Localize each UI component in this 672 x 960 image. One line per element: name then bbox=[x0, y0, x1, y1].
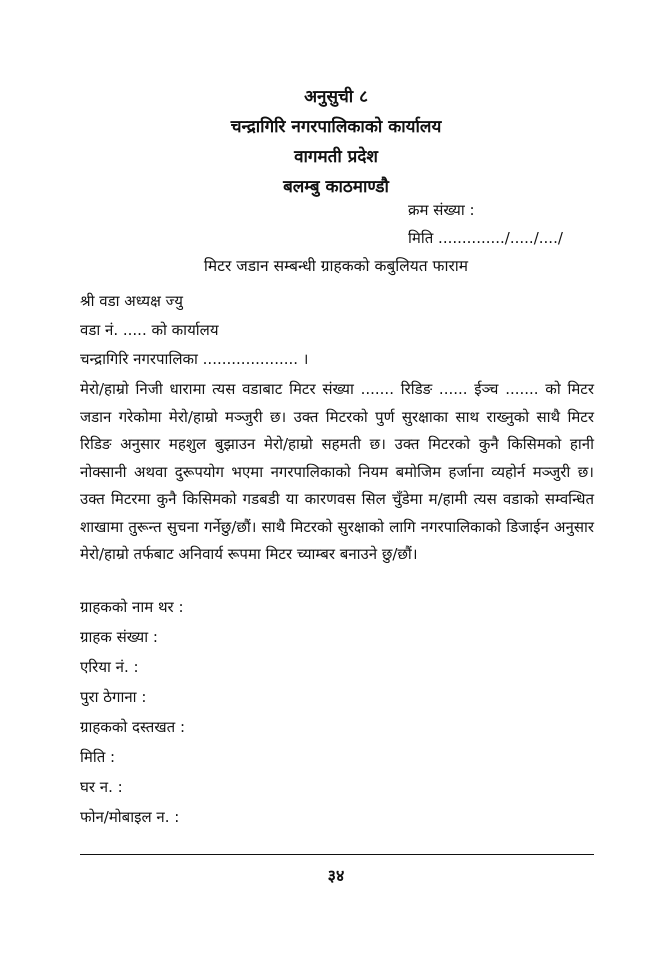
province-heading: वागमती प्रदेश bbox=[294, 147, 378, 167]
schedule-heading: अनुसुची ८ bbox=[304, 87, 368, 107]
address-line-2: वडा नं. ..... को कार्यालय bbox=[80, 321, 219, 339]
form-title: मिटर जडान सम्बन्धी ग्राहकको कबुलियत फाराम bbox=[203, 257, 469, 275]
address-line-3: चन्द्रागिरि नगरपालिका .................... । bbox=[80, 350, 309, 368]
field-phone-mobile: फोन/मोबाइल न. : bbox=[80, 808, 180, 826]
location-heading: बलम्बु काठमाण्डौ bbox=[283, 177, 389, 197]
field-area-number: एरिया नं. : bbox=[80, 658, 139, 676]
document-header bbox=[0, 82, 672, 202]
field-full-address: पुरा ठेगाना : bbox=[80, 688, 147, 706]
page-number: ३४ bbox=[327, 866, 345, 885]
customer-fields bbox=[80, 592, 185, 832]
field-customer-name: ग्राहकको नाम थर : bbox=[80, 598, 184, 616]
serial-number-label: क्रम संख्या : bbox=[408, 201, 475, 219]
date-label: मिति ............../...../..../ bbox=[408, 229, 563, 247]
body-paragraph: मेरो/हाम्रो निजी धारामा त्यस वडाबाट मिटर संख्या ....... रिडिङ ...... ईञ्च ....... को मिटर जडान गरेकोमा मेरो/हाम्रो मञ्जुरी छ। उक्त मिटरको पुर्ण सुरक्षाका साथ राख्नुको साथै मिटर रिडिङ अनुसार महशुल बुझाउन मेरो/हाम्रो सहमती छ। उक्त मिटरको कुनै किसिमको हानी नोक्सानी अथवा दुरूपयोग भएमा नगरपालिकाको नियम बमोजिम हर्जाना व्यहोर्न मञ्जुरी छ। उक्त मिटरमा कुनै किसिमको गडबडी या कारणवस सिल चुँडेमा म/हामी त्यस वडाको सम्वन्धित शाखामा तुरून्त सुचना गर्नेछु/छौं। साथै मिटरको सुरक्षाको लागि नगरपालिकाको डिजाईन अनुसार मेरो/हाम्रो तर्फबाट अनिवार्य रूपमा मिटर च्याम्बर बनाउने छु/छौं। bbox=[80, 380, 594, 563]
field-house-number: घर न. : bbox=[80, 778, 123, 796]
address-line-1: श्री वडा अध्यक्ष ज्यु bbox=[80, 292, 183, 310]
footer-divider bbox=[80, 854, 594, 855]
field-customer-number: ग्राहक संख्या : bbox=[80, 628, 158, 646]
office-heading: चन्द्रागिरि नगरपालिकाको कार्यालय bbox=[230, 117, 442, 137]
address-block bbox=[80, 287, 308, 374]
field-customer-signature: ग्राहकको दस्तखत : bbox=[80, 718, 185, 736]
meta-block bbox=[408, 196, 563, 252]
field-date: मिति : bbox=[80, 748, 116, 766]
